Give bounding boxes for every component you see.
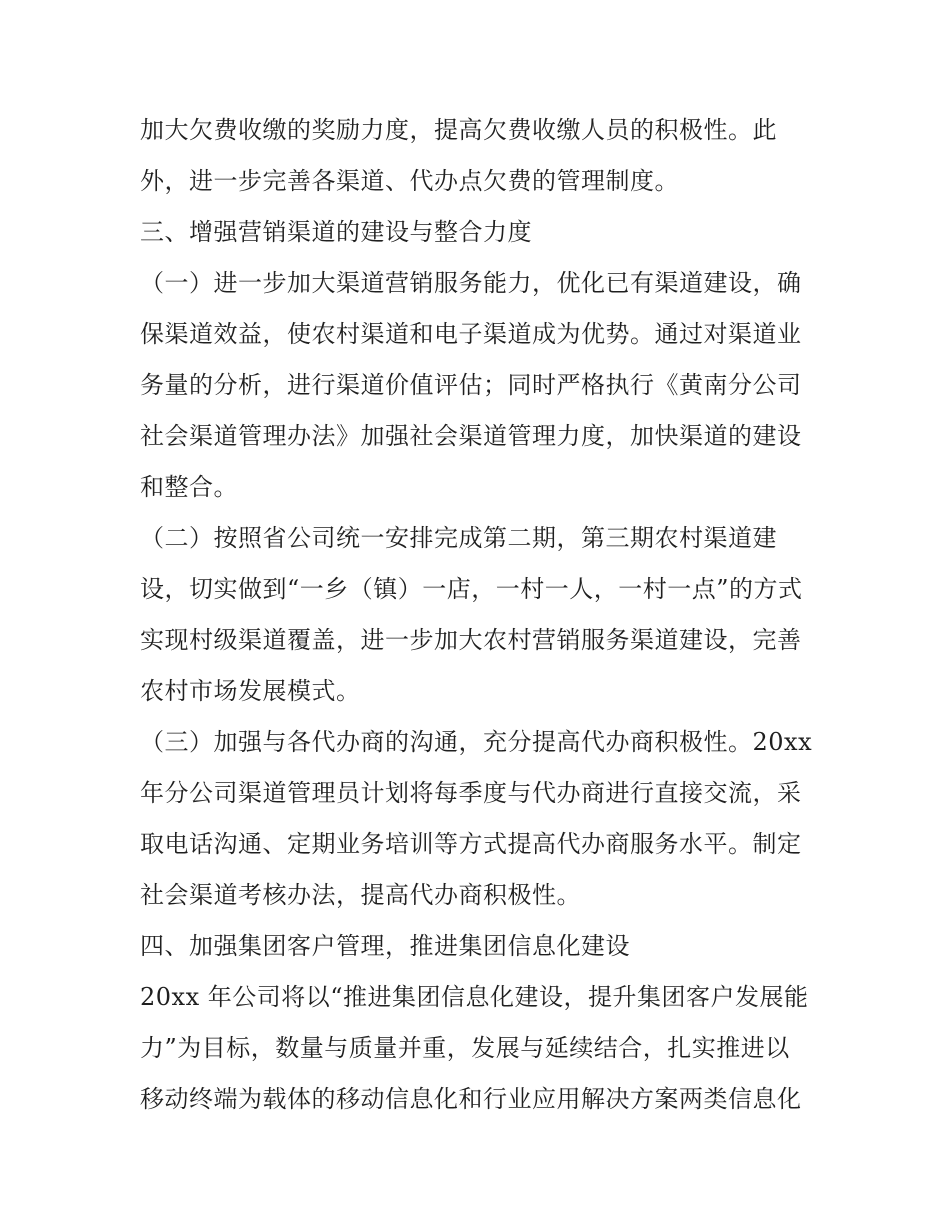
text-line: 实现村级渠道覆盖，进一步加大农村营销服务渠道建设，完善 xyxy=(140,626,802,654)
text-line: 20xx 年公司将以“推进集团信息化建设，提升集团客户发展能 xyxy=(140,983,809,1011)
text-line: 保渠道效益，使农村渠道和电子渠道成为优势。通过对渠道业 xyxy=(140,320,802,348)
text-line: 和整合。 xyxy=(140,473,238,501)
text-line: 社会渠道管理办法》加强社会渠道管理力度，加快渠道的建设 xyxy=(140,422,802,450)
text-line: 务量的分析，进行渠道价值评估；同时严格执行《黄南分公司 xyxy=(140,371,802,399)
text-line: 农村市场发展模式。 xyxy=(140,677,361,705)
section-heading: 四、加强集团客户管理，推进集团信息化建设 xyxy=(140,932,630,960)
text-line: 取电话沟通、定期业务培训等方式提高代办商服务水平。制定 xyxy=(140,830,802,858)
text-line: （三）加强与各代办商的沟通，充分提高代办商积极性。20xx xyxy=(140,728,813,756)
text-line: 加大欠费收缴的奖励力度，提高欠费收缴人员的积极性。此 xyxy=(140,116,777,144)
text-line: 外，进一步完善各渠道、代办点欠费的管理制度。 xyxy=(140,167,679,195)
text-line: 年分公司渠道管理员计划将每季度与代办商进行直接交流，采 xyxy=(140,779,802,807)
text-line: 设，切实做到“一乡（镇）一店，一村一人，一村一点”的方式 xyxy=(140,575,803,603)
section-heading: 三、增强营销渠道的建设与整合力度 xyxy=(140,218,532,246)
text-line: 移动终端为载体的移动信息化和行业应用解决方案两类信息化 xyxy=(140,1085,802,1113)
text-line: 力”为目标，数量与质量并重，发展与延续结合，扎实推进以 xyxy=(140,1034,790,1062)
text-line: （二）按照省公司统一安排完成第二期，第三期农村渠道建 xyxy=(140,524,777,552)
text-line: 社会渠道考核办法，提高代办商积极性。 xyxy=(140,881,581,909)
text-line: （一）进一步加大渠道营销服务能力，优化已有渠道建设，确 xyxy=(140,269,802,297)
